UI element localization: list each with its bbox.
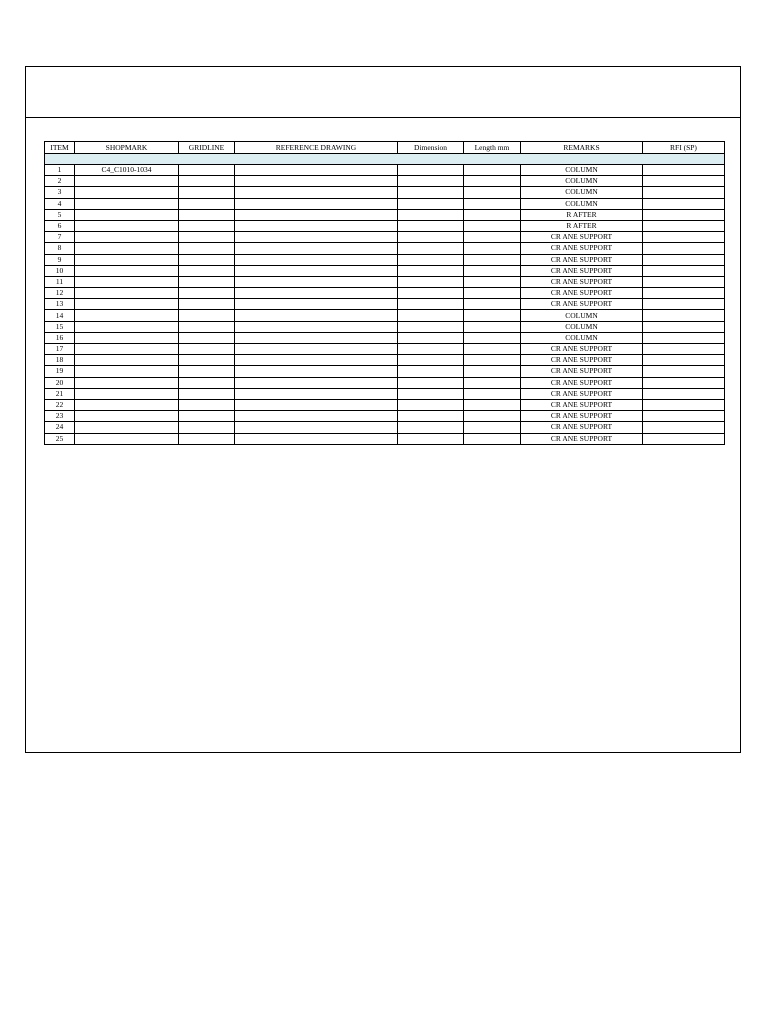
header-reference-drawing: REFERENCE DRAWING — [235, 142, 398, 154]
cell-length — [464, 220, 521, 231]
cell-reference-drawing — [235, 433, 398, 444]
cell-shopmark — [75, 433, 179, 444]
cell-remarks: CR ANE SUPPORT — [521, 243, 643, 254]
header-dimension: Dimension — [398, 142, 464, 154]
cell-length — [464, 232, 521, 243]
cell-remarks: COLUMN — [521, 198, 643, 209]
cell-shopmark — [75, 388, 179, 399]
cell-length — [464, 176, 521, 187]
cell-dimension — [398, 377, 464, 388]
cell-remarks: COLUMN — [521, 321, 643, 332]
cell-rfi — [643, 276, 725, 287]
cell-shopmark — [75, 276, 179, 287]
cell-dimension — [398, 176, 464, 187]
cell-dimension — [398, 187, 464, 198]
cell-length — [464, 265, 521, 276]
table-row — [45, 332, 725, 343]
cell-length — [464, 433, 521, 444]
cell-shopmark — [75, 366, 179, 377]
cell-shopmark — [75, 209, 179, 220]
cell-remarks: COLUMN — [521, 187, 643, 198]
cell-rfi — [643, 232, 725, 243]
cell-rfi — [643, 254, 725, 265]
cell-item: 18 — [45, 355, 75, 366]
cell-item: 9 — [45, 254, 75, 265]
cell-item: 19 — [45, 366, 75, 377]
cell-gridline — [179, 299, 235, 310]
cell-length — [464, 422, 521, 433]
cell-dimension — [398, 355, 464, 366]
cell-length — [464, 399, 521, 410]
cell-gridline — [179, 176, 235, 187]
cell-remarks: R AFTER — [521, 220, 643, 231]
cell-gridline — [179, 165, 235, 176]
cell-reference-drawing — [235, 366, 398, 377]
cell-remarks: CR ANE SUPPORT — [521, 399, 643, 410]
table-row — [45, 399, 725, 410]
cell-length — [464, 321, 521, 332]
table-row — [45, 176, 725, 187]
cell-item: 25 — [45, 433, 75, 444]
cell-rfi — [643, 388, 725, 399]
cell-length — [464, 344, 521, 355]
cell-gridline — [179, 399, 235, 410]
cell-dimension — [398, 344, 464, 355]
cell-item: 15 — [45, 321, 75, 332]
cell-shopmark — [75, 176, 179, 187]
cell-gridline — [179, 433, 235, 444]
table-row — [45, 433, 725, 444]
cell-gridline — [179, 276, 235, 287]
cell-length — [464, 209, 521, 220]
cell-shopmark: C4_C1010-1034 — [75, 165, 179, 176]
cell-dimension — [398, 433, 464, 444]
cell-dimension — [398, 165, 464, 176]
cell-remarks: CR ANE SUPPORT — [521, 422, 643, 433]
table-row — [45, 265, 725, 276]
cell-rfi — [643, 321, 725, 332]
cell-length — [464, 366, 521, 377]
cell-rfi — [643, 243, 725, 254]
cell-length — [464, 187, 521, 198]
cell-gridline — [179, 377, 235, 388]
cell-length — [464, 388, 521, 399]
cell-rfi — [643, 187, 725, 198]
cell-rfi — [643, 198, 725, 209]
cell-gridline — [179, 321, 235, 332]
cell-item: 5 — [45, 209, 75, 220]
cell-reference-drawing — [235, 411, 398, 422]
header-rfi: RFI (SP) — [643, 142, 725, 154]
cell-shopmark — [75, 321, 179, 332]
table-row — [45, 321, 725, 332]
cell-length — [464, 288, 521, 299]
table-row — [45, 187, 725, 198]
cell-rfi — [643, 377, 725, 388]
cell-shopmark — [75, 332, 179, 343]
cell-rfi — [643, 310, 725, 321]
cell-gridline — [179, 265, 235, 276]
cell-gridline — [179, 422, 235, 433]
cell-item: 13 — [45, 299, 75, 310]
header-gridline: GRIDLINE — [179, 142, 235, 154]
cell-length — [464, 165, 521, 176]
cell-remarks: CR ANE SUPPORT — [521, 366, 643, 377]
cell-reference-drawing — [235, 310, 398, 321]
cell-shopmark — [75, 198, 179, 209]
document-frame — [25, 66, 741, 753]
cell-reference-drawing — [235, 299, 398, 310]
cell-shopmark — [75, 344, 179, 355]
table-row — [45, 422, 725, 433]
section-band-row — [45, 154, 725, 165]
cell-gridline — [179, 288, 235, 299]
cell-length — [464, 276, 521, 287]
cell-dimension — [398, 209, 464, 220]
cell-reference-drawing — [235, 232, 398, 243]
cell-item: 16 — [45, 332, 75, 343]
cell-remarks: CR ANE SUPPORT — [521, 344, 643, 355]
cell-dimension — [398, 243, 464, 254]
table-header-row — [45, 142, 725, 154]
cell-shopmark — [75, 288, 179, 299]
cell-remarks: CR ANE SUPPORT — [521, 288, 643, 299]
cell-rfi — [643, 422, 725, 433]
table-row — [45, 366, 725, 377]
cell-reference-drawing — [235, 254, 398, 265]
header-shopmark: SHOPMARK — [75, 142, 179, 154]
cell-item: 3 — [45, 187, 75, 198]
table-row — [45, 355, 725, 366]
table-row — [45, 310, 725, 321]
cell-item: 11 — [45, 276, 75, 287]
cell-dimension — [398, 388, 464, 399]
cell-gridline — [179, 310, 235, 321]
cell-remarks: COLUMN — [521, 176, 643, 187]
shopmark-table — [44, 141, 725, 445]
cell-gridline — [179, 388, 235, 399]
cell-item: 12 — [45, 288, 75, 299]
cell-shopmark — [75, 254, 179, 265]
cell-length — [464, 355, 521, 366]
cell-reference-drawing — [235, 321, 398, 332]
table-row — [45, 344, 725, 355]
table-row — [45, 198, 725, 209]
cell-shopmark — [75, 399, 179, 410]
cell-item: 14 — [45, 310, 75, 321]
cell-reference-drawing — [235, 165, 398, 176]
cell-gridline — [179, 332, 235, 343]
cell-dimension — [398, 276, 464, 287]
cell-length — [464, 254, 521, 265]
cell-gridline — [179, 355, 235, 366]
cell-item: 2 — [45, 176, 75, 187]
cell-reference-drawing — [235, 288, 398, 299]
cell-length — [464, 377, 521, 388]
cell-shopmark — [75, 232, 179, 243]
cell-gridline — [179, 243, 235, 254]
section-band-cell — [45, 154, 725, 165]
cell-reference-drawing — [235, 422, 398, 433]
cell-dimension — [398, 399, 464, 410]
cell-rfi — [643, 344, 725, 355]
cell-reference-drawing — [235, 198, 398, 209]
cell-length — [464, 411, 521, 422]
cell-shopmark — [75, 355, 179, 366]
cell-item: 1 — [45, 165, 75, 176]
cell-item: 22 — [45, 399, 75, 410]
table-row — [45, 165, 725, 176]
cell-shopmark — [75, 243, 179, 254]
cell-reference-drawing — [235, 332, 398, 343]
cell-remarks: CR ANE SUPPORT — [521, 254, 643, 265]
cell-remarks: COLUMN — [521, 310, 643, 321]
table-row — [45, 254, 725, 265]
table-row — [45, 299, 725, 310]
cell-rfi — [643, 209, 725, 220]
table-row — [45, 276, 725, 287]
cell-item: 6 — [45, 220, 75, 231]
cell-rfi — [643, 299, 725, 310]
cell-rfi — [643, 176, 725, 187]
cell-dimension — [398, 198, 464, 209]
cell-reference-drawing — [235, 176, 398, 187]
cell-rfi — [643, 355, 725, 366]
cell-remarks: R AFTER — [521, 209, 643, 220]
cell-remarks: CR ANE SUPPORT — [521, 276, 643, 287]
cell-rfi — [643, 165, 725, 176]
cell-gridline — [179, 220, 235, 231]
cell-remarks: CR ANE SUPPORT — [521, 299, 643, 310]
document-header-band — [26, 67, 740, 118]
cell-shopmark — [75, 299, 179, 310]
cell-dimension — [398, 265, 464, 276]
cell-dimension — [398, 299, 464, 310]
cell-gridline — [179, 232, 235, 243]
table-row — [45, 377, 725, 388]
table-row — [45, 209, 725, 220]
cell-remarks: COLUMN — [521, 332, 643, 343]
cell-item: 7 — [45, 232, 75, 243]
cell-shopmark — [75, 411, 179, 422]
cell-rfi — [643, 220, 725, 231]
cell-rfi — [643, 288, 725, 299]
cell-gridline — [179, 411, 235, 422]
cell-rfi — [643, 411, 725, 422]
cell-remarks: CR ANE SUPPORT — [521, 377, 643, 388]
cell-reference-drawing — [235, 187, 398, 198]
cell-remarks: COLUMN — [521, 165, 643, 176]
cell-gridline — [179, 187, 235, 198]
table-row — [45, 411, 725, 422]
cell-dimension — [398, 422, 464, 433]
cell-shopmark — [75, 220, 179, 231]
cell-rfi — [643, 399, 725, 410]
table-row — [45, 388, 725, 399]
header-item: ITEM — [45, 142, 75, 154]
cell-item: 17 — [45, 344, 75, 355]
cell-item: 8 — [45, 243, 75, 254]
cell-reference-drawing — [235, 377, 398, 388]
cell-reference-drawing — [235, 276, 398, 287]
cell-reference-drawing — [235, 220, 398, 231]
cell-gridline — [179, 254, 235, 265]
cell-dimension — [398, 411, 464, 422]
header-remarks: REMARKS — [521, 142, 643, 154]
table-row — [45, 243, 725, 254]
cell-gridline — [179, 366, 235, 377]
cell-shopmark — [75, 422, 179, 433]
cell-reference-drawing — [235, 399, 398, 410]
cell-remarks: CR ANE SUPPORT — [521, 411, 643, 422]
cell-dimension — [398, 321, 464, 332]
cell-dimension — [398, 254, 464, 265]
cell-dimension — [398, 220, 464, 231]
cell-dimension — [398, 232, 464, 243]
cell-reference-drawing — [235, 388, 398, 399]
cell-shopmark — [75, 187, 179, 198]
cell-remarks: CR ANE SUPPORT — [521, 355, 643, 366]
cell-item: 21 — [45, 388, 75, 399]
table-row — [45, 220, 725, 231]
cell-rfi — [643, 265, 725, 276]
table-row — [45, 232, 725, 243]
cell-dimension — [398, 310, 464, 321]
cell-reference-drawing — [235, 265, 398, 276]
cell-shopmark — [75, 377, 179, 388]
cell-reference-drawing — [235, 209, 398, 220]
cell-dimension — [398, 366, 464, 377]
cell-gridline — [179, 344, 235, 355]
cell-gridline — [179, 209, 235, 220]
header-length: Length mm — [464, 142, 521, 154]
cell-length — [464, 332, 521, 343]
cell-item: 10 — [45, 265, 75, 276]
cell-rfi — [643, 332, 725, 343]
cell-shopmark — [75, 310, 179, 321]
cell-dimension — [398, 288, 464, 299]
cell-length — [464, 243, 521, 254]
cell-item: 24 — [45, 422, 75, 433]
cell-remarks: CR ANE SUPPORT — [521, 265, 643, 276]
cell-gridline — [179, 198, 235, 209]
cell-shopmark — [75, 265, 179, 276]
cell-length — [464, 299, 521, 310]
cell-reference-drawing — [235, 243, 398, 254]
cell-reference-drawing — [235, 344, 398, 355]
cell-remarks: CR ANE SUPPORT — [521, 388, 643, 399]
cell-item: 20 — [45, 377, 75, 388]
cell-dimension — [398, 332, 464, 343]
cell-rfi — [643, 433, 725, 444]
cell-reference-drawing — [235, 355, 398, 366]
cell-remarks: CR ANE SUPPORT — [521, 232, 643, 243]
cell-length — [464, 310, 521, 321]
cell-item: 23 — [45, 411, 75, 422]
cell-remarks: CR ANE SUPPORT — [521, 433, 643, 444]
cell-rfi — [643, 366, 725, 377]
cell-item: 4 — [45, 198, 75, 209]
cell-length — [464, 198, 521, 209]
table-row — [45, 288, 725, 299]
